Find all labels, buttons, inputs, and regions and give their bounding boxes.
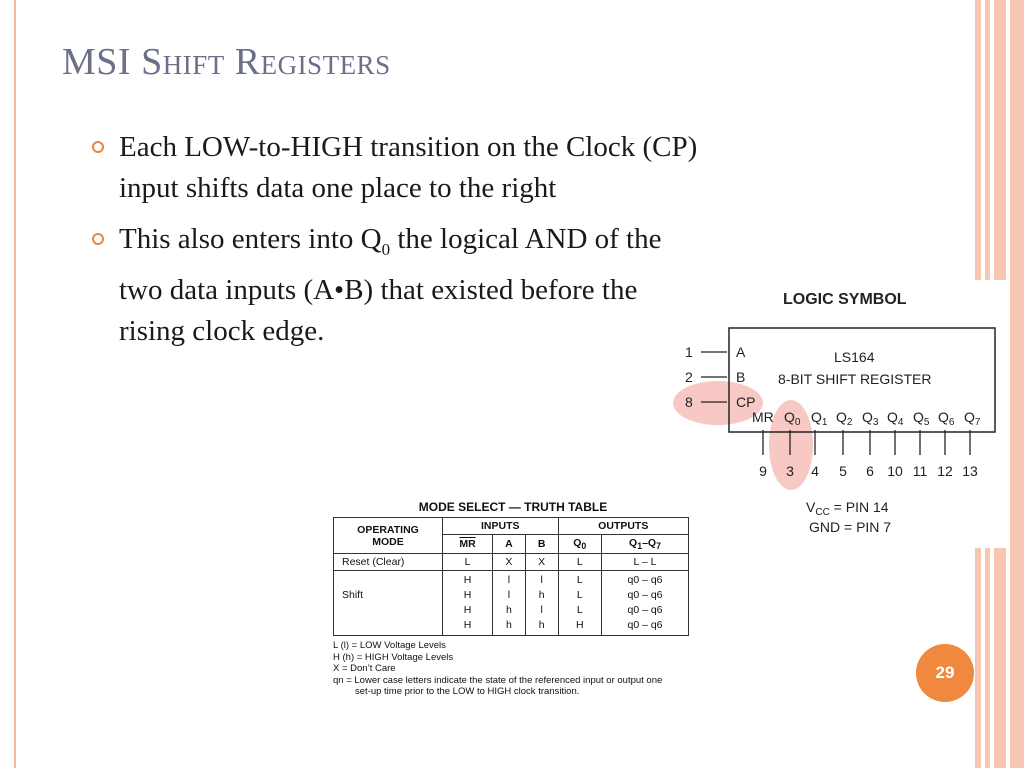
decorative-stripe bbox=[1010, 0, 1024, 768]
q7-label: $Q_7$ bbox=[964, 409, 981, 428]
col-outputs: OUTPUTS bbox=[558, 518, 688, 535]
q2-label: $Q_2$ bbox=[836, 409, 853, 428]
col-inputs: INPUTS bbox=[443, 518, 559, 535]
col-mr: $\overline{MR}$ bbox=[443, 535, 493, 554]
truth-table bbox=[333, 517, 689, 636]
col-q1-q7: $Q_1-Q_7$ bbox=[602, 535, 689, 554]
table-row: Reset (Clear) L X X L L – L bbox=[334, 554, 689, 571]
q1-label: $Q_1$ bbox=[811, 409, 828, 428]
bullet-item bbox=[90, 127, 700, 209]
bullet-icon bbox=[92, 141, 104, 153]
output-pin-numbers bbox=[759, 463, 978, 479]
svg-text:2: 2 bbox=[685, 369, 693, 385]
svg-text:B: B bbox=[736, 369, 746, 385]
bullet-text: Each LOW-to-HIGH transition on the Clock (CP) input shifts data one place to the right bbox=[119, 131, 698, 204]
input-a bbox=[685, 344, 746, 360]
svg-text:1: 1 bbox=[685, 344, 693, 360]
logic-symbol-heading: LOGIC SYMBOL bbox=[783, 291, 907, 308]
pin-number: 3 bbox=[786, 463, 794, 479]
output-labels bbox=[784, 409, 981, 428]
slide-title: MSI Shift Registers bbox=[62, 41, 391, 83]
part-description: 8-BIT SHIFT REGISTER bbox=[778, 371, 932, 387]
pin-number: 13 bbox=[962, 463, 978, 479]
pin-number: 11 bbox=[912, 463, 928, 479]
bullet-text: This also enters into $Q_0$ the logical AND of the two data inputs (A•B) that existed before the rising clock edge. bbox=[119, 223, 662, 347]
q3-label: $Q_3$ bbox=[862, 409, 879, 428]
truth-table-legend: L (l) = LOW Voltage Levels H (h) = HIGH Voltage Levels X = Don’t Care qn = Lower case letters indicate the state of the referenced input or output one set-up time prior to the LOW to HIGH clock transition. bbox=[333, 640, 663, 698]
table-row: Shift H H H H l l h h l h l h L L L H q0 – q6 q0 – q6 q0 – q6 q0 – q6 bbox=[334, 571, 689, 636]
pin-number: 6 bbox=[866, 463, 874, 479]
pin-number: 4 bbox=[811, 463, 819, 479]
svg-text:8: 8 bbox=[685, 394, 693, 410]
mr-label: MR bbox=[752, 409, 774, 425]
col-b: B bbox=[525, 535, 558, 554]
q4-label: $Q_4$ bbox=[887, 409, 904, 428]
bullet-list bbox=[90, 127, 700, 362]
q6-label: $Q_6$ bbox=[938, 409, 955, 428]
q0-label: $Q_0$ bbox=[784, 409, 801, 428]
bullet-icon bbox=[92, 233, 104, 245]
logic-symbol-figure bbox=[673, 280, 1007, 548]
truth-table-figure bbox=[333, 500, 693, 698]
gnd-note: GND = PIN 7 bbox=[809, 519, 892, 535]
logic-symbol-diagram bbox=[673, 280, 1007, 548]
left-border-line bbox=[14, 0, 16, 768]
page-number-badge: 29 bbox=[916, 644, 974, 702]
col-operating-mode: OPERATING MODE bbox=[334, 518, 443, 554]
pin-number: 12 bbox=[937, 463, 953, 479]
part-number: LS164 bbox=[834, 349, 875, 365]
svg-text:CP: CP bbox=[736, 394, 756, 410]
pin-number: 5 bbox=[839, 463, 847, 479]
bullet-item bbox=[90, 219, 700, 352]
col-q0: $Q_0$ bbox=[558, 535, 602, 554]
vcc-note: $V_{CC}$ = PIN 14 bbox=[806, 499, 889, 518]
pin-number: 9 bbox=[759, 463, 767, 479]
truth-table-title: MODE SELECT — TRUTH TABLE bbox=[418, 500, 608, 514]
pin-number: 10 bbox=[887, 463, 903, 479]
q5-label: $Q_5$ bbox=[913, 409, 930, 428]
col-a: A bbox=[493, 535, 526, 554]
table-header-row bbox=[334, 518, 689, 535]
svg-text:A: A bbox=[736, 344, 746, 360]
